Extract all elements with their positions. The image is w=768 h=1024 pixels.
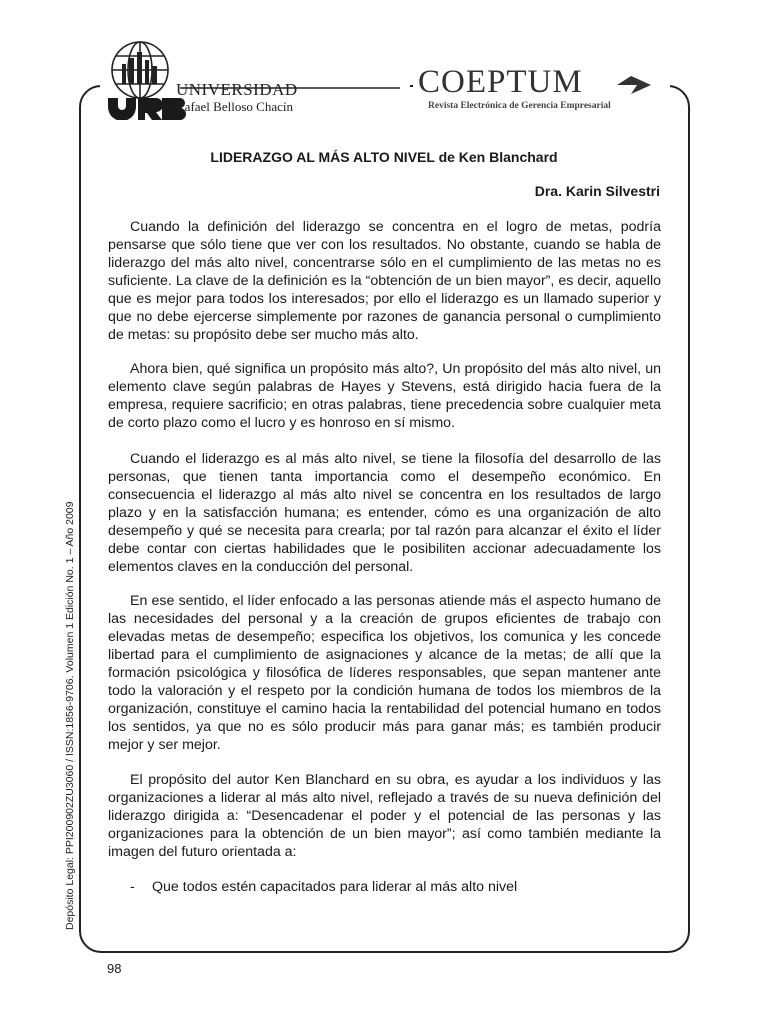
- bullet-dash: -: [130, 879, 135, 895]
- list-item-text: Que todos estén capacitados para liderar al más alto nivel: [152, 879, 518, 895]
- list-item: [130, 879, 517, 895]
- journal-subtitle: Revista Electrónica de Gerencia Empresarial: [428, 101, 611, 111]
- paragraph: Cuando la definición del liderazgo se concentra en el logro de metas, podría pensarse que sólo tiene que ver con los resultados. No obstante, cuando se habla de liderazgo del más alto nivel, concentrarse sólo en el cumplimiento de las metas no es suficiente. La clave de la definición es la “obtención de un bien mayor”, es decir, aquello que es mejor para todos los interesados; por ello el liderazgo es un llamado superior y que no debe ejercerse simplemente por razones de ganancia personal o cumplimiento de metas: su propósito debe ser mucho más alto.: [108, 219, 661, 343]
- arrow-icon: [617, 74, 651, 96]
- paragraph: Cuando el liderazgo es al más alto nivel, se tiene la filosofía del desarrollo de las personas, que tienen tanta importancia como el desempeño económico. En consecuencia el liderazgo al más alto nivel se concentra en los resultados de largo plazo y en la satisfacción humana; es entender, cómo es una organización de alto desempeño y qué se necesita para crearla; por tal razón para alcanzar el éxito el líder debe contar con ciertas habilidades que le posibiliten accionar adecuadamente los elementos claves en la conducción del personal.: [108, 451, 661, 575]
- paragraph: Ahora bien, qué significa un propósito más alto?, Un propósito del más alto nivel, un elemento clave según palabras de Hayes y Stevens, está dirigido hacia fuera de la empresa, requiere sacrificio; en otras palabras, tiene precedencia sobre cualquier meta de corto plazo como el lucro y es honroso en sí mismo.: [108, 361, 661, 431]
- page-number: 98: [107, 961, 122, 976]
- university-name: UNIVERSIDAD: [176, 80, 298, 99]
- paragraph: En ese sentido, el líder enfocado a las personas atiende más el aspecto humano de las necesidades del personal y a la creación de grupos eficientes de trabajo con elevadas metas de desempeño; especifica los objetivos, los comunica y les concede libertad para el cumplimiento de asignaciones y alcance de la metas; de allí que la formación psicológica y filosófica de líderes responsables, que sepan mantener ante todo la valoración y el respeto por la condición humana de todos los miembros de la organización, constituye el camino hacia la rentabilidad del potencial humano en todos los sentidos, ya que no es sólo producir más para ganar más; es también producir mejor y ser mejor.: [108, 593, 661, 753]
- article-title: LIDERAZGO AL MÁS ALTO NIVEL de Ken Blanchard: [210, 149, 558, 165]
- university-subtitle: Rafael Belloso Chacín: [176, 99, 293, 114]
- paragraph: El propósito del autor Ken Blanchard en su obra, es ayudar a los individuos y las organizaciones a liderar al más alto nivel, reflejado a través de su nueva definición del liderazgo dirigida a: “Desencadenar el poder y el potencial de las personas y las organizaciones para la obtención de un bien mayor”; así como también mediante la imagen del futuro orientada a:: [108, 772, 661, 860]
- legal-deposit-sidebar: Depósito Legal: PPI200902ZU3060 / ISSN:1856-9706. Volumen 1 Edición No. 1 – Año 2009: [64, 501, 76, 930]
- journal-logo: COEPTUM: [418, 64, 583, 100]
- article-author: Dra. Karin Silvestri: [534, 183, 660, 199]
